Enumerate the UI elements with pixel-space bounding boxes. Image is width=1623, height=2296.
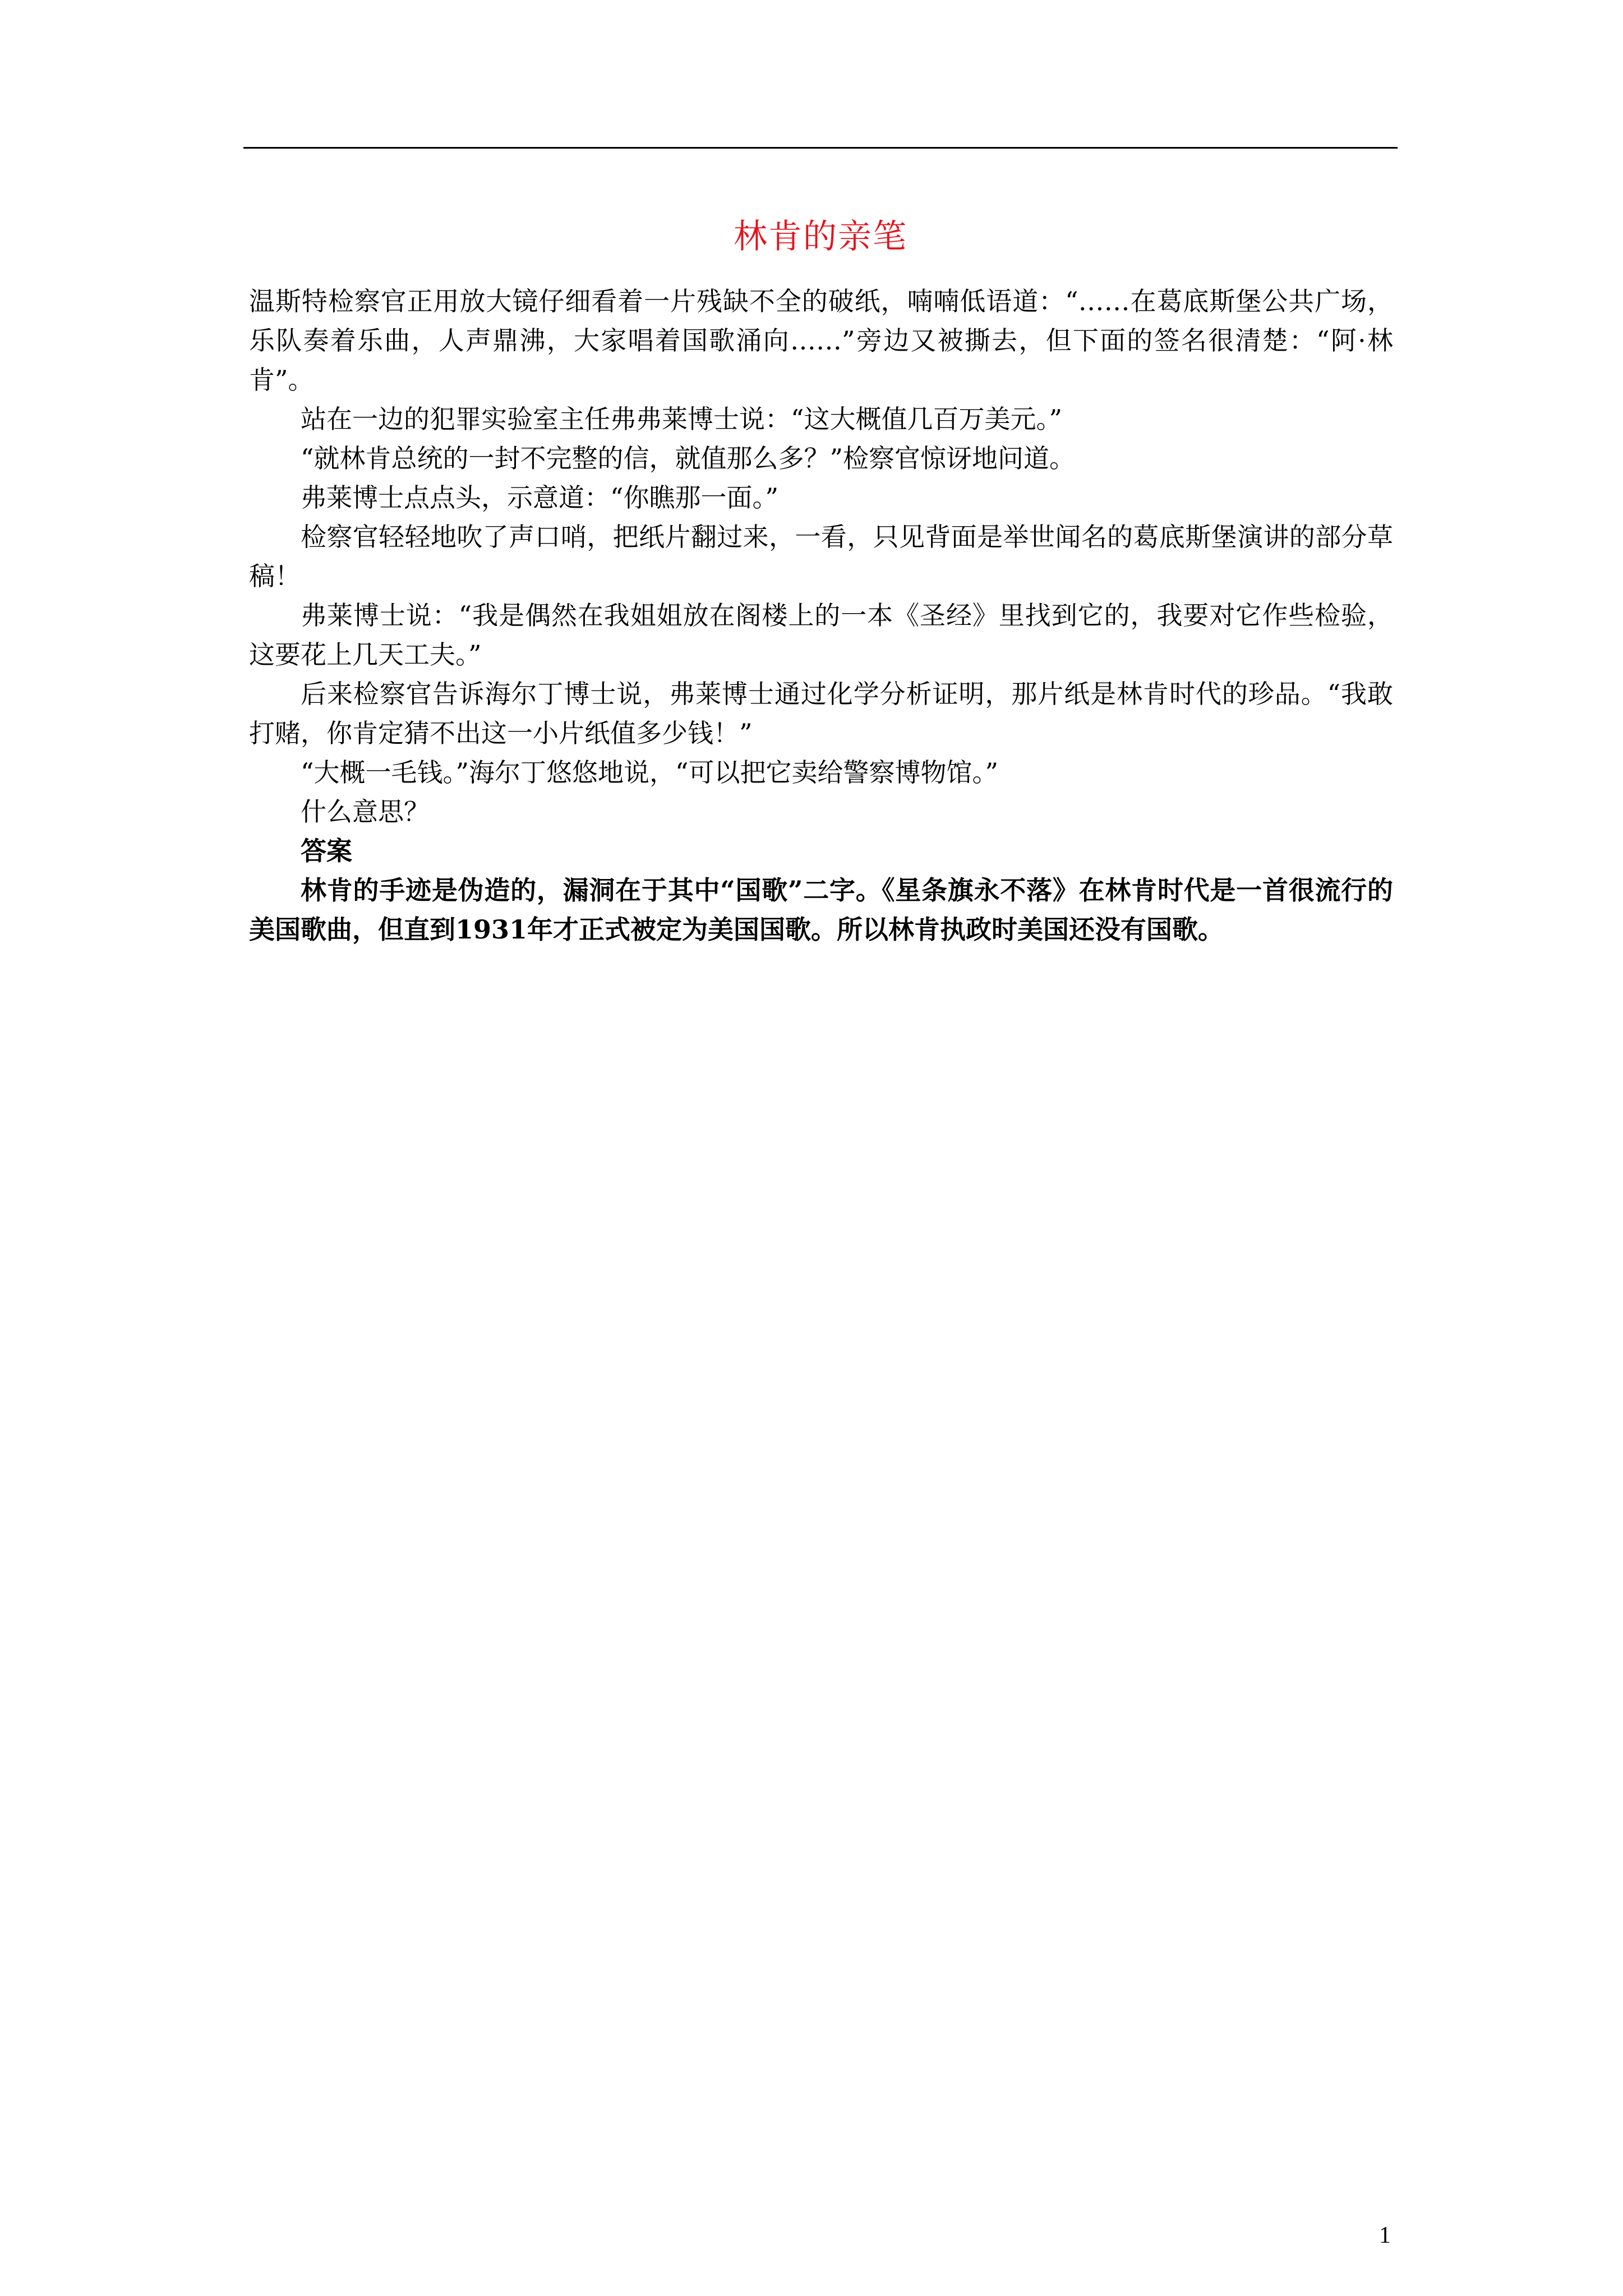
document-body: [249, 282, 1393, 949]
paragraph-7: 后来检察官告诉海尔丁博士说，弗莱博士通过化学分析证明，那片纸是林肯时代的珍品。“我敢打赌，你肯定猜不出这一小片纸值多少钱！”: [249, 679, 1393, 748]
paragraph-3: “就林肯总统的一封不完整的信，就值那么多？”检察官惊讶地问道。: [301, 443, 1076, 473]
answer-label: 答案: [301, 836, 352, 866]
paragraph-2: 站在一边的犯罪实验室主任弗弗莱博士说：“这大概值几百万美元。”: [301, 404, 1063, 434]
paragraph-4: 弗莱博士点点头，示意道：“你瞧那一面。”: [301, 482, 779, 513]
answer-text: 林肯的手迹是伪造的，漏洞在于其中“国歌”二字。《星条旗永不落》在林肯时代是一首很流行的美国歌曲，但直到1931年才正式被定为美国国歌。所以林肯执政时美国还没有国歌。: [249, 875, 1393, 945]
page-number: 1: [1379, 2223, 1391, 2248]
paragraph-6: 弗莱博士说：“我是偶然在我姐姐放在阁楼上的一本《圣经》里找到它的，我要对它作些检验，这要花上几天工夫。”: [249, 600, 1393, 670]
paragraph-1: 温斯特检察官正用放大镜仔细看着一片残缺不全的破纸，喃喃低语道：“……在葛底斯堡公共广场，乐队奏着乐曲，人声鼎沸，大家唱着国歌涌向……”旁边又被撕去，但下面的签名很清楚：“阿·林肯”。: [249, 286, 1393, 395]
header-rule: [243, 147, 1398, 149]
document-title: 林肯的亲笔: [734, 217, 907, 256]
paragraph-8: “大概一毛钱。”海尔丁悠悠地说，“可以把它卖给警察博物馆。”: [301, 757, 999, 788]
paragraph-5: 检察官轻轻地吹了声口哨，把纸片翻过来，一看，只见背面是举世闻名的葛底斯堡演讲的部分草稿！: [249, 522, 1393, 591]
paragraph-9: 什么意思？: [301, 797, 430, 827]
